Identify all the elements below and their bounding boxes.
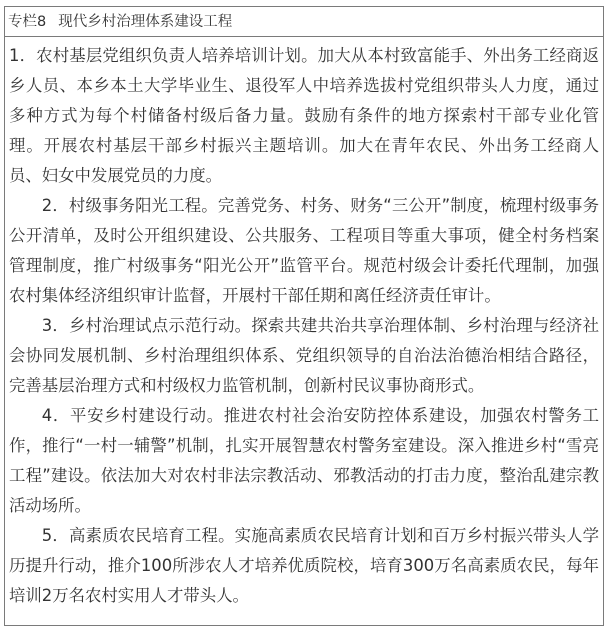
column-tag: 专栏8 xyxy=(8,14,47,30)
list-item-4: 4．平安乡村建设行动。推进农村社会治安防控体系建设，加强农村警务工作，推行“一村一辅警”机制，扎实开展智慧农村警务室建设。深入推进乡村“雪亮工程”建设。依法加大对农村非法宗教活动、邪教活动的打击力度，整治乱建宗教活动场所。 xyxy=(9,406,599,515)
list-item-1: 1．农村基层党组织负责人培养培训计划。加大从本村致富能手、外出务工经商返乡人员、本乡本土大学毕业生、退役军人中培养选拔村党组织带头人力度，通过多种方式为每个村储备村级后备力量。鼓励有条件的地方探索村干部专业化管理。开展农村基层干部乡村振兴主题培训。加大在青年农民、外出务工经商人员、妇女中发展党员的力度。 xyxy=(9,46,599,185)
column-box xyxy=(4,6,604,626)
list-item-2: 2．村级事务阳光工程。完善党务、村务、财务“三公开”制度，梳理村级事务公开清单，及时公开组织建设、公共服务、工程项目等重大事项，健全村务档案管理制度，推广村级事务“阳光公开”监管平台。规范村级会计委托代理制，加强农村集体经济组织审计监督，开展村干部任期和离任经济责任审计。 xyxy=(9,196,599,305)
column-content xyxy=(5,37,603,611)
column-header xyxy=(5,7,603,37)
list-item-3: 3．乡村治理试点示范行动。探索共建共治共享治理体制、乡村治理与经济社会协同发展机制、乡村治理组织体系、党组织领导的自治法治德治相结合路径，完善基层治理方式和村级权力监管机制，创新村民议事协商形式。 xyxy=(9,316,599,395)
list-item-5: 5．高素质农民培育工程。实施高素质农民培育计划和百万乡村振兴带头人学历提升行动，推介100所涉农人才培养优质院校，培育300万名高素质农民，每年培训2万名农村实用人才带头人。 xyxy=(9,526,599,605)
column-title: 现代乡村治理体系建设工程 xyxy=(58,14,233,30)
